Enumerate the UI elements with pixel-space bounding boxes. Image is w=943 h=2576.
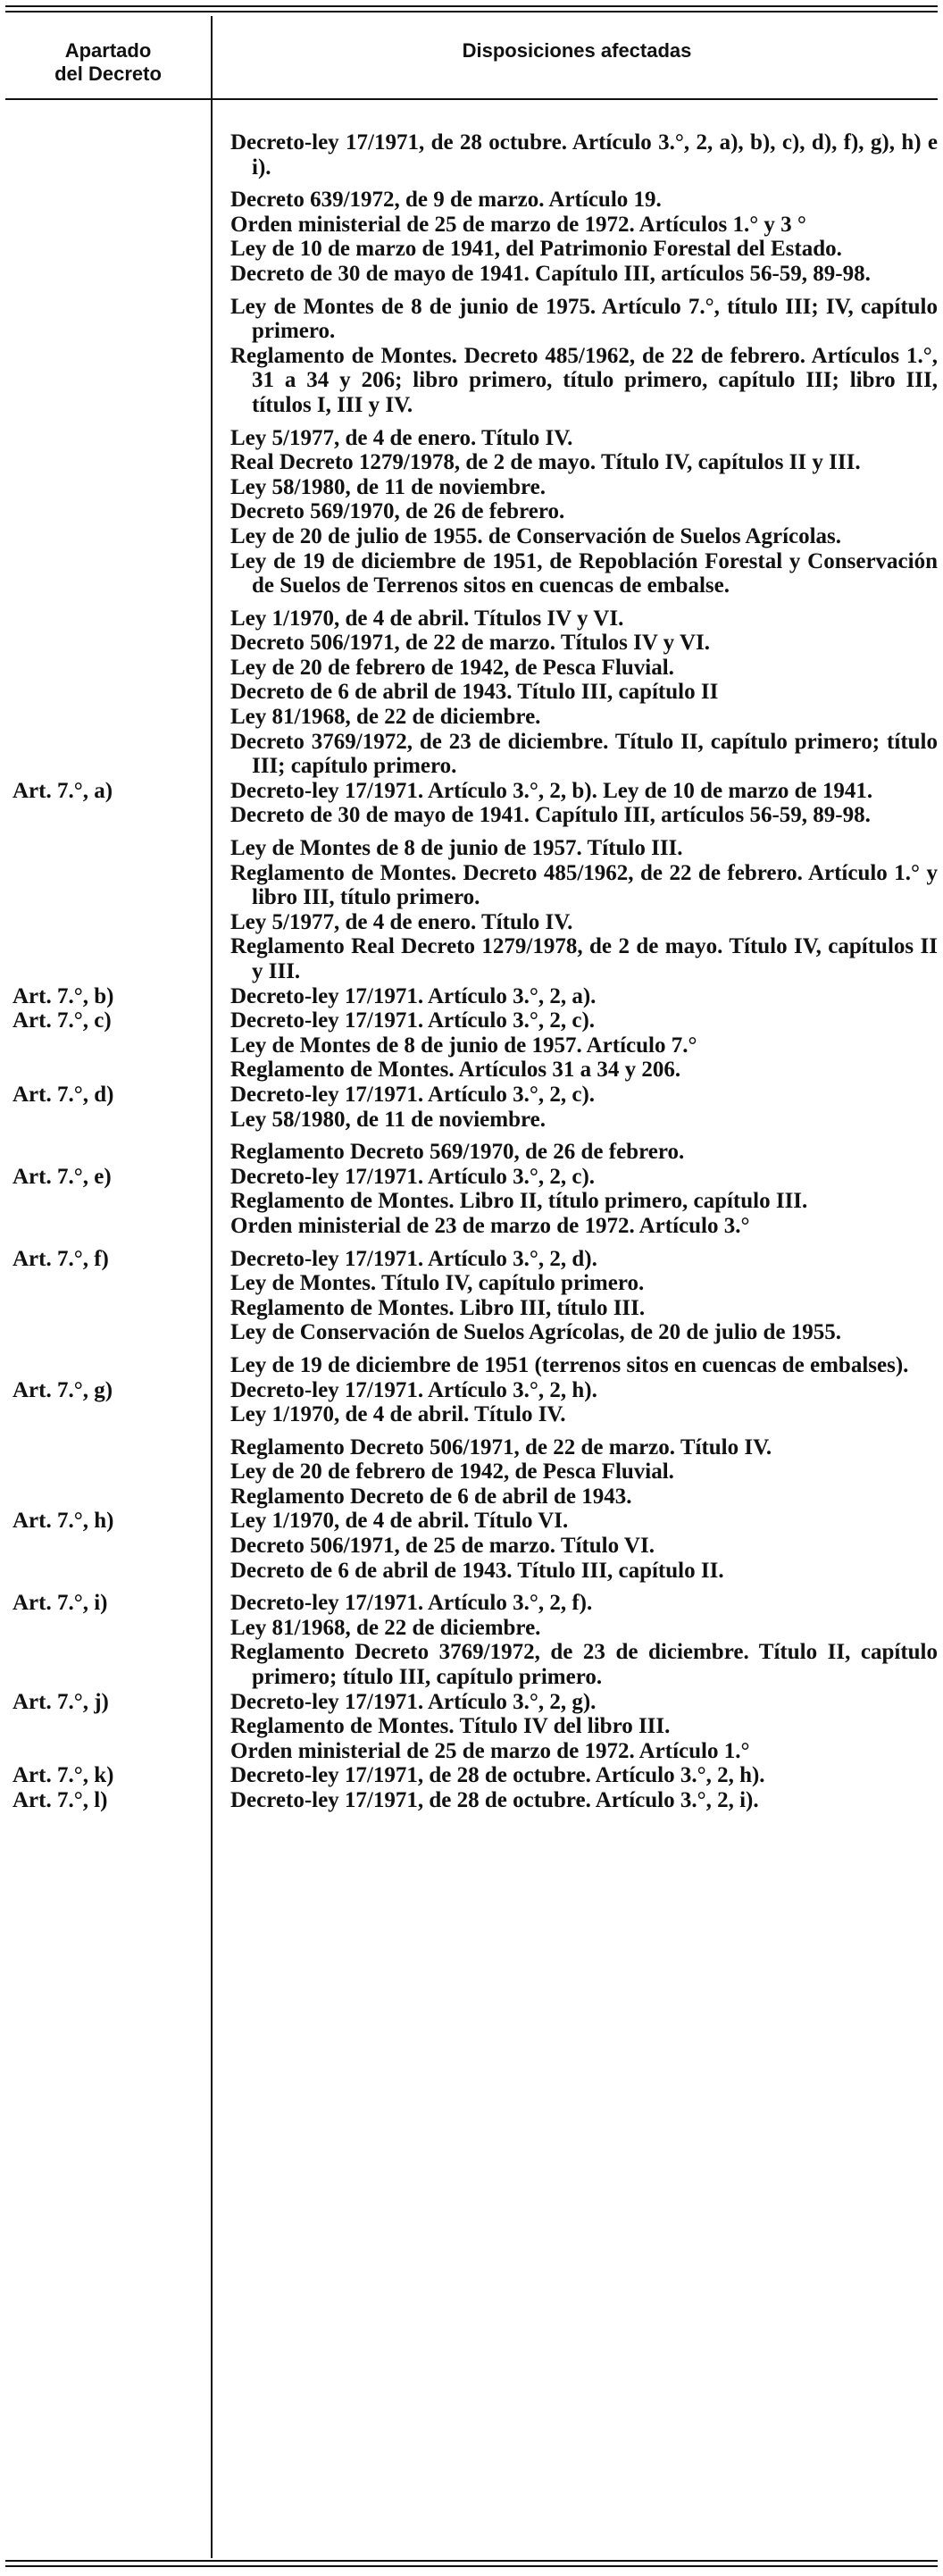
table-row [0,1058,943,1083]
table-row [0,1008,943,1033]
row-disposition-text: Decreto 506/1971, de 22 de marzo. Títulos IV y VI. [230,631,711,656]
table-row [0,1616,943,1641]
row-section-label: Art. 7.°, l) [13,1788,108,1812]
row-section-label [0,803,211,828]
row-section-label [0,524,211,549]
row-section-label: Art. 7.°, g) [13,1377,113,1402]
table-row [0,450,943,475]
row-section-label [0,1485,211,1510]
table-row [0,656,943,681]
row-section-label [0,934,211,983]
row-section-label [0,1353,211,1378]
row-disposition-text: Decreto-ley 17/1971. Artículo 3.°, 2, c). [230,1082,596,1107]
table-row [0,803,943,828]
column-header-section [9,39,207,86]
row-disposition-text: Ley de 20 de febrero de 1942, de Pesca Fluvial. [230,1459,674,1485]
row-section-label: Art. 7.°, j) [13,1689,109,1714]
table-row [0,1739,943,1764]
row-disposition-text: Decreto 569/1970, de 26 de febrero. [230,499,565,524]
row-section-label [0,130,211,180]
row-disposition-text: Ley 58/1980, de 11 de noviembre. [230,1107,547,1132]
row-section-label [0,1214,211,1239]
table-row [0,524,943,549]
row-section-label [0,1189,211,1214]
table-row [0,680,943,705]
table-row [0,730,943,779]
row-section-label [0,1559,211,1584]
row-disposition-text: Decreto 639/1972, de 9 de marzo. Artículo 19. [230,188,662,213]
top-rule [5,5,938,7]
row-section-label [0,295,211,344]
row-section-label: Art. 7.°, c) [13,1008,112,1033]
row-disposition-text: Ley 81/1968, de 22 de diciembre. [230,705,541,730]
row-disposition-text: Decreto de 6 de abril de 1943. Título III, capítulo II [230,680,719,705]
table-row [0,188,943,213]
row-disposition-text: Reglamento Real Decreto 1279/1978, de 2 de mayo. Título IV, capítulos II y III. [230,934,938,983]
row-disposition-text: Decreto-ley 17/1971. Artículo 3.°, 2, b). Ley de 10 de marzo de 1941. [230,778,873,803]
row-section-label [0,730,211,779]
table-row [0,1271,943,1296]
table-row [0,475,943,500]
table-row [0,1402,943,1427]
row-disposition-text: Reglamento de Montes. Libro III, título III. [230,1295,646,1320]
row-disposition-text: Decreto-ley 17/1971. Artículo 3.°, 2, d). [230,1246,597,1271]
table-row [0,1509,943,1534]
table-row [0,1108,943,1133]
table-row [0,1189,943,1214]
row-disposition-text: Decreto-ley 17/1971. Artículo 3.°, 2, c). [230,1164,596,1189]
top-rule-inner [5,11,938,13]
row-disposition-text: Ley de 20 de febrero de 1942, de Pesca Fluvial. [230,655,674,680]
row-disposition-text: Reglamento de Montes. Decreto 485/1962, de 22 de febrero. Artículo 1.° y libro III, título primero. [230,860,938,910]
row-disposition-text: Ley 1/1970, de 4 de abril. Título IV. [230,1402,566,1427]
row-disposition-text: Ley de Montes. Título IV, capítulo primero. [230,1271,645,1296]
table-row [0,344,943,418]
bottom-rule-inner [5,2565,938,2567]
row-disposition-text: Reglamento de Montes. Título IV del libro III. [230,1714,671,1739]
table-row [0,499,943,524]
row-disposition-text: Decreto-ley 17/1971, de 28 de octubre. Artículo 3.°, 2, i). [230,1788,759,1812]
row-section-label [0,1058,211,1083]
row-section-label [0,705,211,730]
row-section-label: Art. 7.°, f) [13,1246,109,1271]
row-disposition-text: Reglamento de Montes. Decreto 485/1962, de 22 de febrero. Artículos 1.°, 31 a 34 y 206; libro primero, título primero, capítulo III; libro III, títulos I, III y IV. [230,343,938,417]
row-disposition-text: Ley de Conservación de Suelos Agrícolas, de 20 de julio de 1955. [230,1320,842,1345]
row-section-label [0,861,211,910]
table-row [0,934,943,983]
table-row [0,1485,943,1510]
row-disposition-text: Decreto de 6 de abril de 1943. Título III, capítulo II. [230,1558,724,1583]
table-row [0,1378,943,1403]
row-disposition-text: Decreto de 30 de mayo de 1941. Capítulo III, artículos 56-59, 89-98. [230,261,871,286]
table-row [0,1714,943,1739]
table-row [0,1788,943,1813]
row-disposition-text: Ley de Montes de 8 de junio de 1957. Título III. [230,836,683,861]
row-disposition-text: Decreto-ley 17/1971, de 28 octubre. Artículo 3.°, 2, a), b), c), d), f), g), h) e i). [230,130,938,180]
table-row [0,1165,943,1190]
row-section-label [0,1640,211,1689]
table-row [0,1459,943,1485]
row-section-label [0,1140,211,1165]
table-row [0,631,943,656]
table-row [0,1214,943,1239]
row-disposition-text: Decreto 3769/1972, de 23 de diciembre. Título II, capítulo primero; título III; capítulo primero. [230,729,938,779]
row-disposition-text: Reglamento Decreto 569/1970, de 26 de febrero. [230,1140,685,1165]
row-section-label [0,1739,211,1764]
row-disposition-text: Ley de 10 de marzo de 1941, del Patrimonio Forestal del Estado. [230,237,842,262]
table-row [0,705,943,730]
table-row [0,1247,943,1272]
row-disposition-text: Decreto-ley 17/1971, de 28 de octubre. Artículo 3.°, 2, h). [230,1763,765,1788]
table-row [0,1320,943,1345]
row-disposition-text: Reglamento Decreto 506/1971, de 22 de marzo. Título IV. [230,1434,772,1459]
table-row [0,1534,943,1559]
column-header-section-line2: del Decreto [54,63,162,85]
row-section-label: Art. 7.°, d) [13,1082,114,1107]
table-row [0,130,943,180]
row-section-label [0,499,211,524]
row-disposition-text: Decreto de 30 de mayo de 1941. Capítulo III, artículos 56-59, 89-98. [230,803,871,828]
row-section-label: Art. 7.°, k) [13,1763,114,1788]
table-row [0,984,943,1009]
bottom-rule [5,2560,938,2562]
column-header-dispositions: Disposiciones afectadas [462,39,692,62]
row-section-label [0,1108,211,1133]
row-disposition-text: Decreto-ley 17/1971. Artículo 3.°, 2, f). [230,1591,593,1616]
table-row [0,1559,943,1584]
row-disposition-text: Decreto-ley 17/1971. Artículo 3.°, 2, a). [230,983,597,1008]
row-section-label [0,262,211,287]
row-section-label [0,1320,211,1345]
row-section-label [0,188,211,213]
row-section-label [0,910,211,935]
row-disposition-text: Ley de 20 de julio de 1955. de Conservación de Suelos Agrícolas. [230,523,842,548]
row-disposition-text: Reglamento Decreto de 6 de abril de 1943. [230,1484,632,1509]
row-disposition-text: Reglamento Decreto 3769/1972, de 23 de diciembre. Título II, capítulo primero; título III, capítulo primero. [230,1640,938,1690]
row-section-label [0,426,211,451]
row-disposition-text: Ley de 19 de diciembre de 1951 (terrenos sitos en cuencas de embalses). [230,1352,909,1377]
table-row [0,1640,943,1689]
table-row [0,1353,943,1378]
row-disposition-text: Orden ministerial de 25 de marzo de 1972. Artículo 1.° [230,1738,750,1763]
row-section-label [0,1459,211,1485]
row-disposition-text: Real Decreto 1279/1978, de 2 de mayo. Título IV, capítulos II y III. [230,450,861,475]
row-section-label [0,1033,211,1058]
row-disposition-text: Reglamento de Montes. Artículos 31 a 34 y 206. [230,1058,681,1083]
table-row [0,1083,943,1108]
row-section-label [0,237,211,262]
row-disposition-text: Reglamento de Montes. Libro II, título primero, capítulo III. [230,1189,808,1214]
row-disposition-text: Ley de Montes de 8 de junio de 1975. Artículo 7.°, título III; IV, capítulo primero. [230,294,938,344]
table-row [0,1435,943,1460]
row-disposition-text: Ley 58/1980, de 11 de noviembre. [230,474,547,499]
row-disposition-text: Ley 5/1977, de 4 de enero. Título IV. [230,909,573,934]
row-section-label [0,656,211,681]
row-section-label [0,680,211,705]
row-disposition-text: Ley 1/1970, de 4 de abril. Título VI. [230,1509,569,1534]
row-section-label [0,450,211,475]
row-disposition-text: Decreto-ley 17/1971. Artículo 3.°, 2, h). [230,1377,597,1402]
table-row [0,1140,943,1165]
row-disposition-text: Ley 5/1977, de 4 de enero. Título IV. [230,425,573,450]
row-section-label [0,344,211,418]
table-row [0,426,943,451]
row-section-label [0,1616,211,1641]
row-section-label [0,475,211,500]
row-disposition-text: Orden ministerial de 23 de marzo de 1972. Artículo 3.° [230,1213,750,1238]
row-section-label: Art. 7.°, b) [13,983,114,1008]
row-disposition-text: Ley de Montes de 8 de junio de 1957. Artículo 7.° [230,1033,697,1058]
row-section-label: Art. 7.°, h) [13,1509,114,1534]
table-row [0,213,943,238]
row-section-label: Art. 7.°, e) [13,1164,112,1189]
row-section-label [0,1435,211,1460]
row-section-label [0,836,211,861]
column-header-section-line1: Apartado [64,39,152,62]
row-section-label [0,606,211,631]
header-rule [5,98,938,100]
row-section-label [0,1534,211,1559]
table-row [0,861,943,910]
table-row [0,779,943,804]
row-section-label [0,1402,211,1427]
row-section-label: Art. 7.°, i) [13,1591,108,1616]
row-disposition-text: Decreto-ley 17/1971. Artículo 3.°, 2, g). [230,1689,597,1714]
table-row [0,1033,943,1058]
row-disposition-text: Orden ministerial de 25 de marzo de 1972. Artículos 1.° y 3 ° [230,212,806,237]
table-row [0,910,943,935]
row-disposition-text: Decreto 506/1971, de 25 de marzo. Título VI. [230,1534,655,1559]
table-row [0,836,943,861]
row-section-label [0,549,211,598]
table-row [0,1763,943,1788]
table-row [0,1296,943,1321]
row-disposition-text: Ley 81/1968, de 22 de diciembre. [230,1615,541,1640]
table-body [0,130,943,1813]
row-disposition-text: Ley 1/1970, de 4 de abril. Títulos IV y VI. [230,606,624,631]
table-row [0,606,943,631]
table-row [0,295,943,344]
row-disposition-text: Ley de 19 de diciembre de 1951, de Repoblación Forestal y Conservación de Suelos de Terrenos sitos en cuencas de embalse. [230,548,938,598]
row-section-label [0,1271,211,1296]
table-row [0,1591,943,1616]
table-row [0,262,943,287]
table-row [0,549,943,598]
row-section-label: Art. 7.°, a) [13,778,113,803]
row-section-label [0,1296,211,1321]
row-section-label [0,1714,211,1739]
row-section-label [0,213,211,238]
row-disposition-text: Decreto-ley 17/1971. Artículo 3.°, 2, c). [230,1008,596,1033]
row-section-label [0,631,211,656]
table-row [0,1690,943,1715]
table-row [0,237,943,262]
